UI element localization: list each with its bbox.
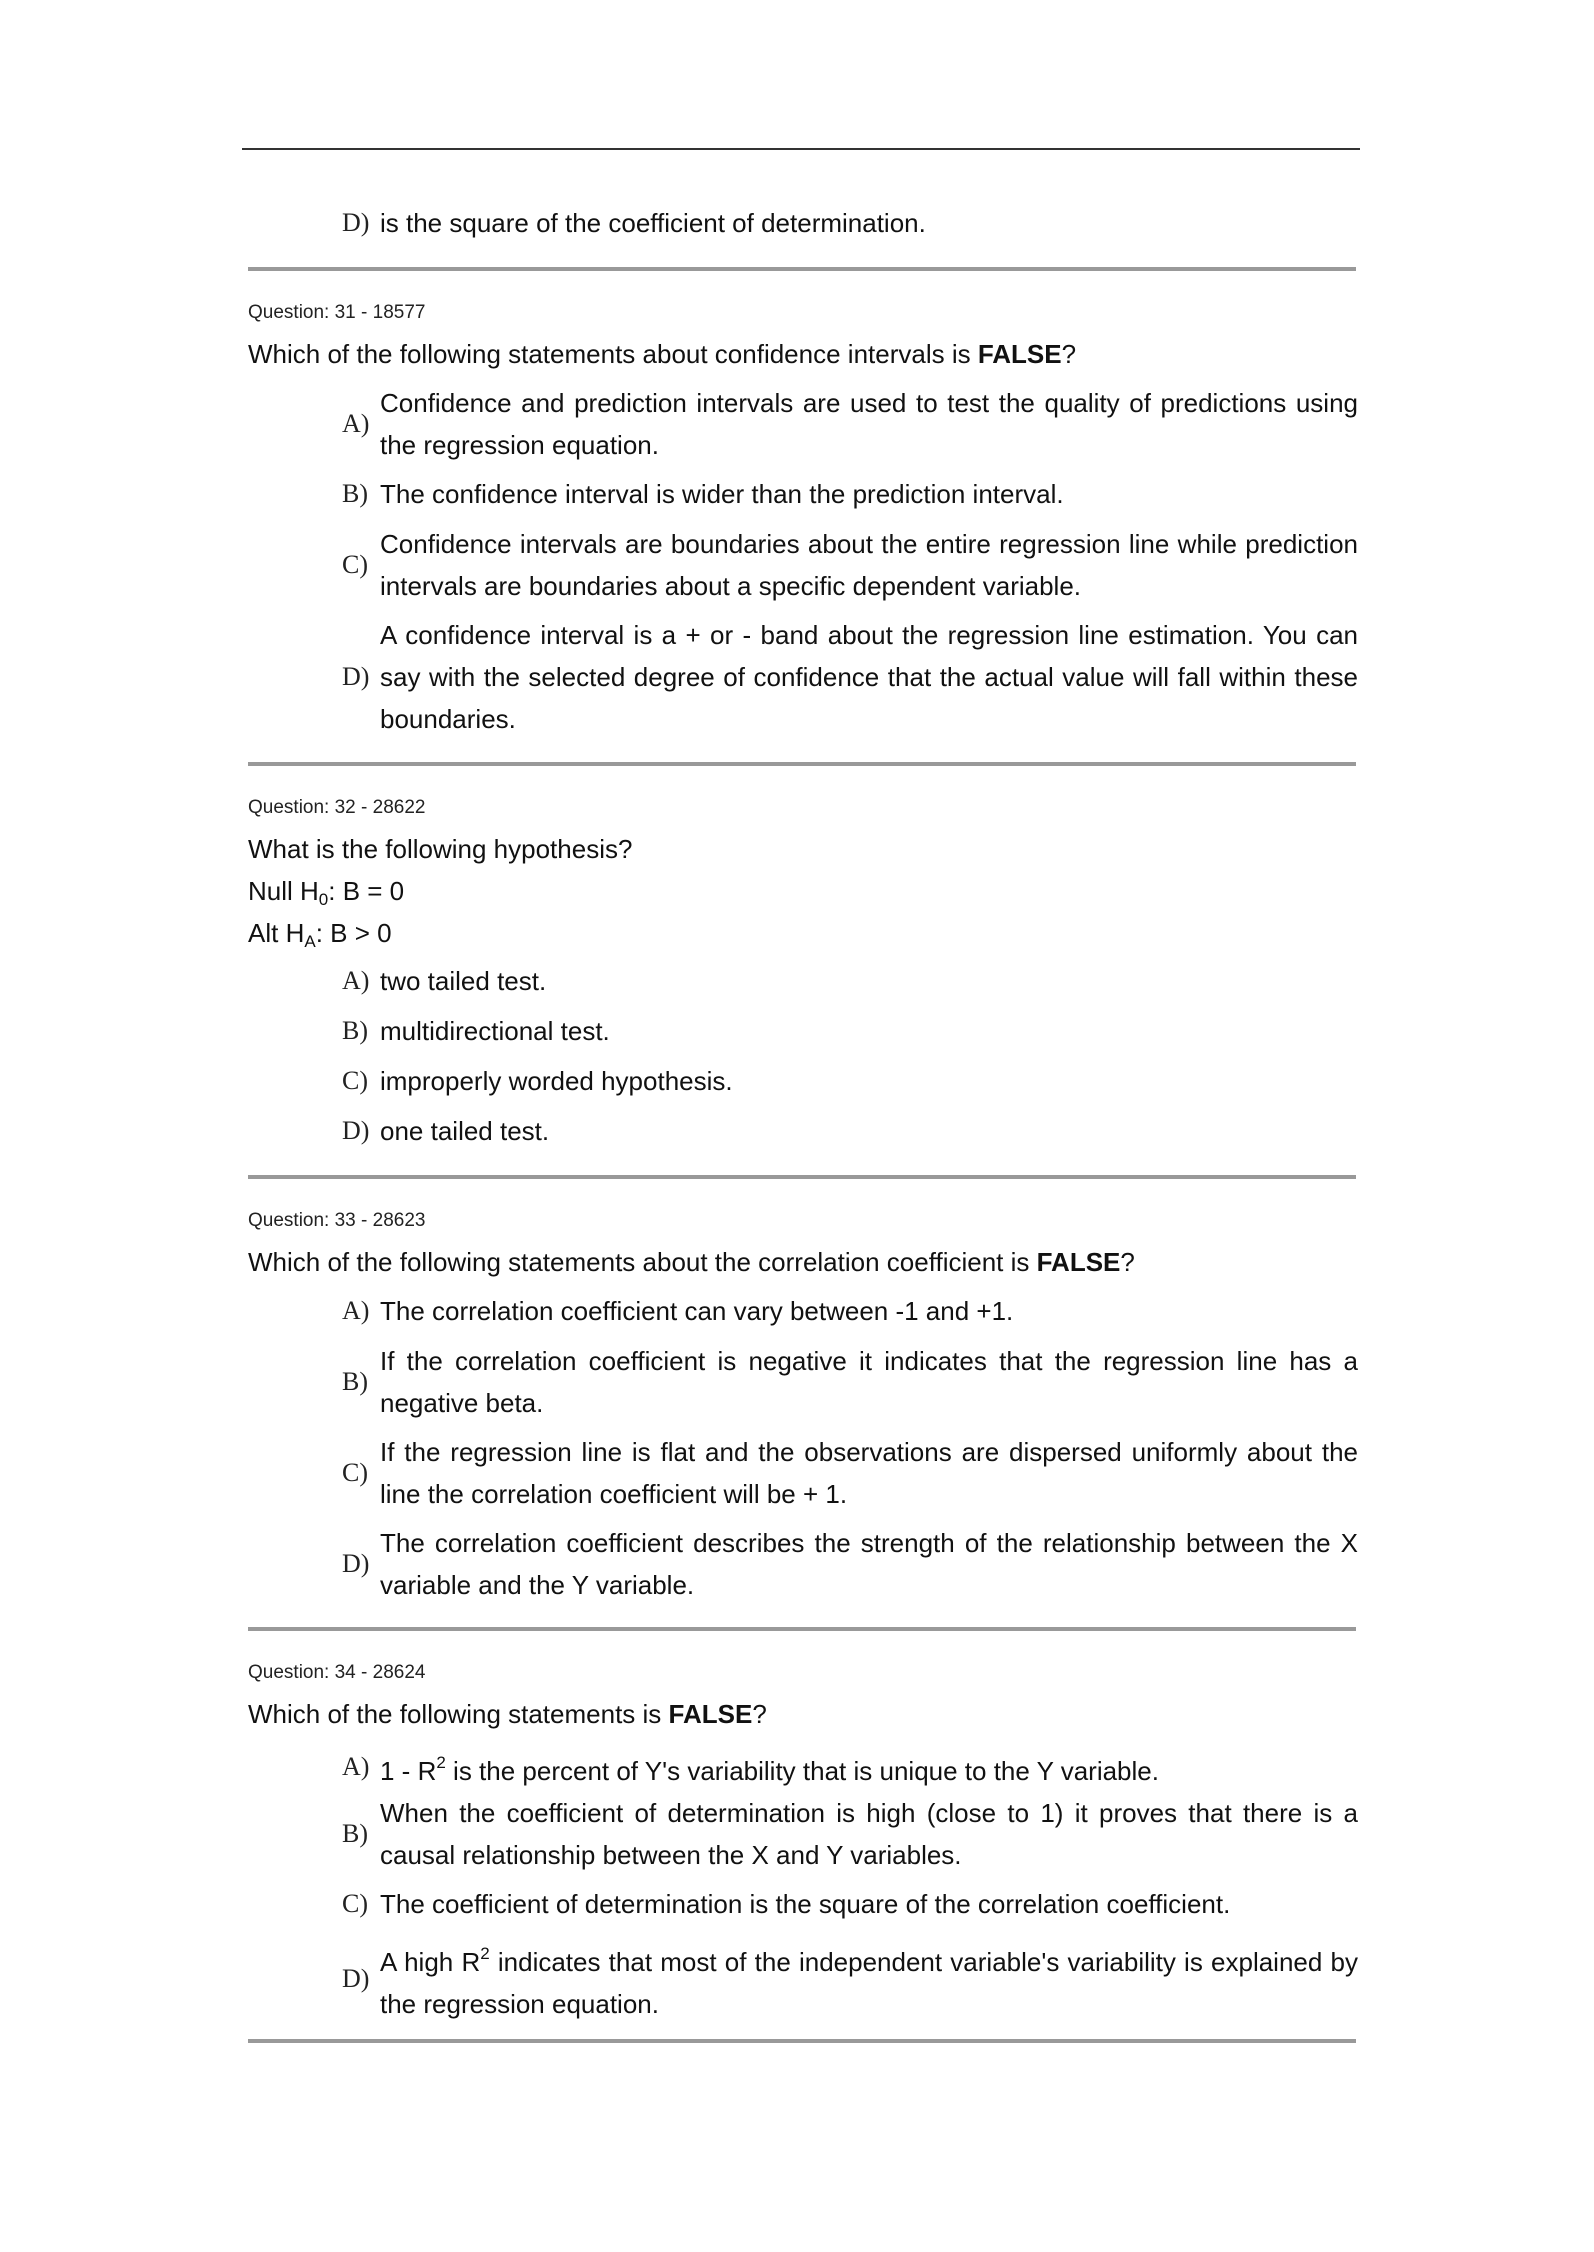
option-letter: D) xyxy=(342,1964,370,1993)
separator xyxy=(248,2039,1356,2043)
top-rule xyxy=(242,148,1360,150)
option-text: When the coefficient of determination is high (close to 1) it proves that there is a causal relationship between the X and Y variables. xyxy=(380,1798,1358,1870)
option-text: multidirectional test. xyxy=(380,1016,610,1046)
separator xyxy=(248,1627,1356,1631)
option-letter: B) xyxy=(342,1819,368,1848)
option-text: A high $R^2$ indicates that most of the independent variable's variability is explained by the regression equation. xyxy=(380,1944,1358,2019)
option-letter: D) xyxy=(342,1116,370,1145)
question-header: Question: 32 - 28622 xyxy=(248,797,426,818)
option-letter: D) xyxy=(342,662,370,691)
option-c xyxy=(342,1060,1358,1102)
option-text: The correlation coefficient can vary between -1 and +1. xyxy=(380,1296,1014,1326)
option-letter: B) xyxy=(342,1367,368,1396)
question-stem: What is the following hypothesis? xyxy=(248,834,633,864)
option-text: is the square of the coefficient of determination. xyxy=(380,208,926,238)
separator xyxy=(248,267,1356,271)
option-a xyxy=(342,1290,1358,1332)
option-b xyxy=(342,1010,1358,1052)
question-header: Question: 31 - 18577 xyxy=(248,302,426,323)
option-b xyxy=(342,473,1358,515)
question-stem: Which of the following statements about confidence intervals is FALSE? xyxy=(248,339,1077,369)
option-text: A confidence interval is a + or - band about the regression line estimation. You can say with the selected degree of confidence that the actual value will fall within these boundaries. xyxy=(380,620,1358,734)
separator xyxy=(248,1175,1356,1179)
option-letter: C) xyxy=(342,1889,368,1918)
option-d xyxy=(342,1933,1358,2025)
option-text: one tailed test. xyxy=(380,1116,550,1146)
option-text: If the correlation coefficient is negative it indicates that the regression line has a negative beta. xyxy=(380,1346,1358,1418)
option-a xyxy=(342,382,1358,466)
option-d xyxy=(342,1110,1358,1152)
false-emphasis: FALSE xyxy=(668,1699,753,1729)
option-text: The correlation coefficient describes the strength of the relationship between the X variable and the Y variable. xyxy=(380,1528,1358,1600)
question-header: Question: 34 - 28624 xyxy=(248,1662,426,1683)
prev-option-d xyxy=(342,202,1358,244)
separator xyxy=(248,762,1356,766)
option-text: If the regression line is flat and the observations are dispersed uniformly about the line the correlation coefficient will be + 1. xyxy=(380,1437,1358,1509)
option-text: $1 - R^2$ is the percent of Y's variability that is unique to the Y variable. xyxy=(380,1753,1159,1786)
option-letter: C) xyxy=(342,1066,368,1095)
option-text: two tailed test. xyxy=(380,966,547,996)
alt-hypothesis: Alt $H_A$: B > 0 xyxy=(248,918,392,951)
option-c xyxy=(342,1883,1358,1925)
option-b xyxy=(342,1792,1358,1876)
option-d xyxy=(342,1522,1358,1606)
option-letter: A) xyxy=(342,409,370,438)
false-emphasis: FALSE xyxy=(977,339,1062,369)
option-letter: D) xyxy=(342,208,370,237)
false-emphasis: FALSE xyxy=(1036,1247,1121,1277)
option-c xyxy=(342,523,1358,607)
option-text: The coefficient of determination is the square of the correlation coefficient. xyxy=(380,1889,1231,1919)
option-a xyxy=(342,960,1358,1002)
option-a xyxy=(342,1742,1358,1792)
option-text: Confidence and prediction intervals are used to test the quality of predictions using the regression equation. xyxy=(380,388,1358,460)
option-letter: B) xyxy=(342,1016,368,1045)
question-header: Question: 33 - 28623 xyxy=(248,1210,426,1231)
option-letter: C) xyxy=(342,550,368,579)
option-c xyxy=(342,1431,1358,1515)
question-stem: Which of the following statements about the correlation coefficient is FALSE? xyxy=(248,1247,1135,1277)
option-text: Confidence intervals are boundaries about the entire regression line while prediction intervals are boundaries about a specific dependent variable. xyxy=(380,529,1358,601)
option-letter: B) xyxy=(342,479,368,508)
option-b xyxy=(342,1340,1358,1424)
option-text: improperly worded hypothesis. xyxy=(380,1066,733,1096)
option-letter: D) xyxy=(342,1549,370,1578)
option-letter: A) xyxy=(342,1752,370,1781)
option-d xyxy=(342,614,1358,740)
option-letter: A) xyxy=(342,1296,370,1325)
option-text: The confidence interval is wider than the prediction interval. xyxy=(380,479,1064,509)
question-stem: Which of the following statements is FALSE? xyxy=(248,1699,767,1729)
option-letter: A) xyxy=(342,966,370,995)
option-letter: C) xyxy=(342,1458,368,1487)
null-hypothesis: Null $H_0$: B = 0 xyxy=(248,876,405,909)
